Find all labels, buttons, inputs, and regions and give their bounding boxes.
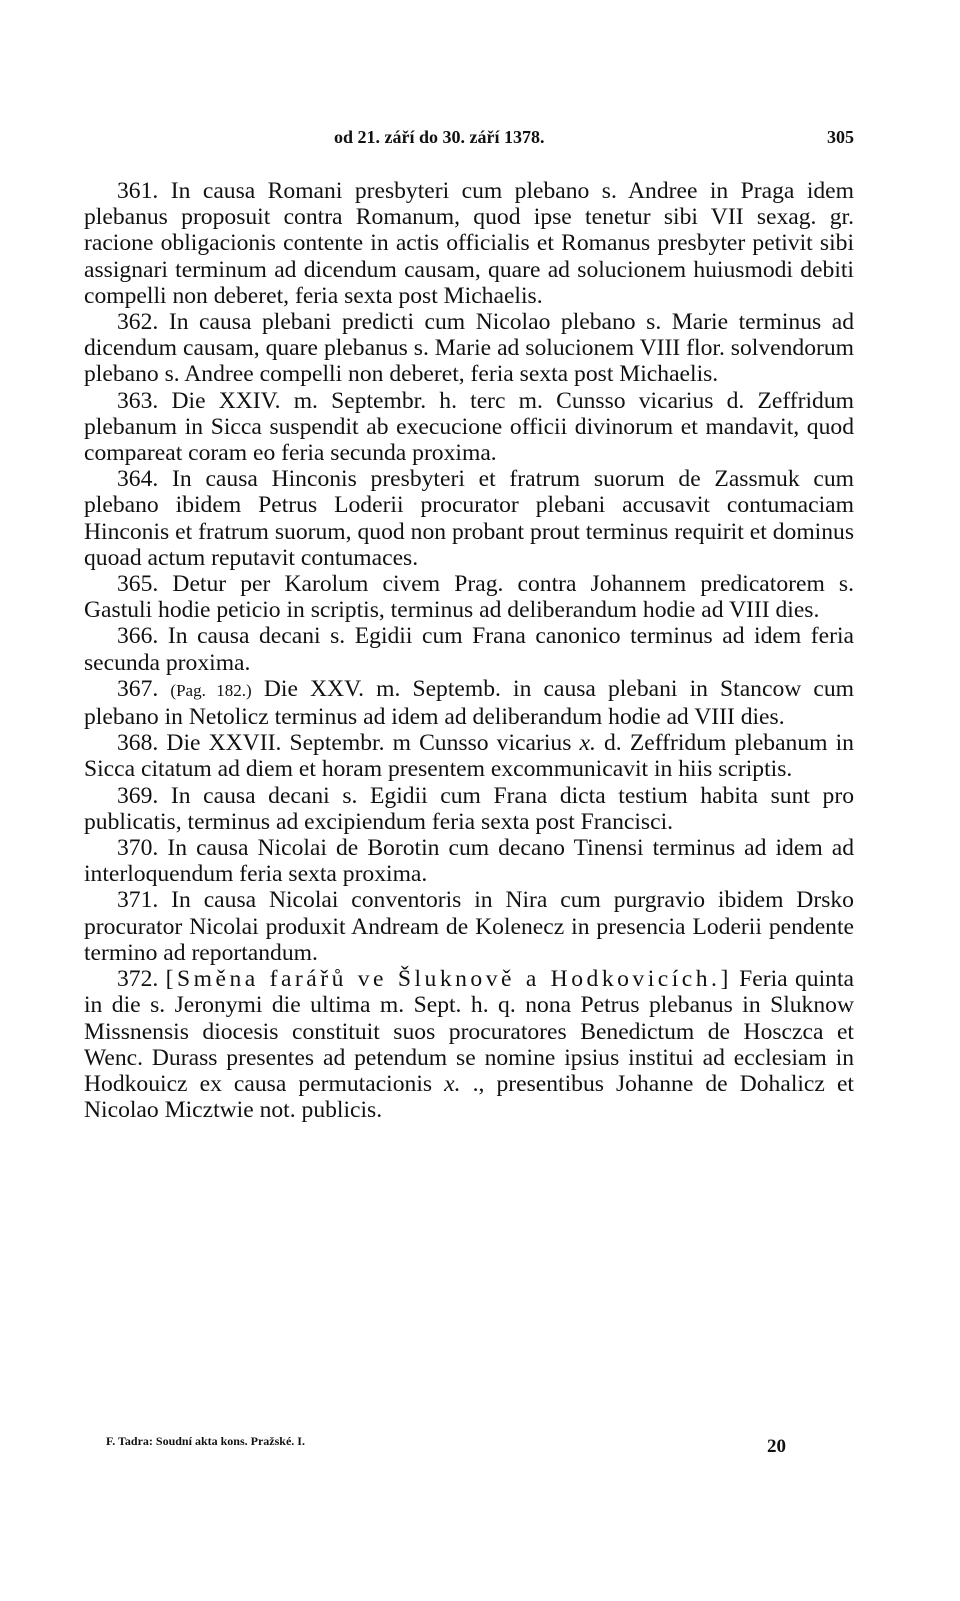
entry-365 bbox=[84, 571, 854, 623]
footer-note: F. Tadra: Soudní akta kons. Pražské. I. bbox=[106, 1434, 305, 1448]
entry-text: In causa plebani predicti cum Nicolao plebano s. Marie terminus ad dicendum causam, quare plebanus s. Marie ad solucionem VIII flor. solvendorum plebano s. Andree compelli non deberet, feria sexta post Michaelis. bbox=[84, 309, 854, 388]
entry-heading: [Směna farářů ve Šluknově a Hodkovicích.] bbox=[165, 966, 732, 993]
entry-364 bbox=[84, 466, 854, 571]
entry-number: 363. bbox=[117, 387, 159, 414]
entry-366 bbox=[84, 623, 854, 675]
entry-text: In causa Nicolai conventoris in Nira cum purgravio ibidem Drsko procurator Nicolai produxit Andream de Kolenecz in presencia Loderii pendente termino ad reportandum. bbox=[84, 887, 854, 966]
abbreviation-mark: x. bbox=[444, 1070, 461, 1097]
entry-text: In causa Romani presbyteri cum plebano s. Andree in Praga idem plebanus proposuit contra Romanum, quod ipse tenetur sibi VII sexag. gr. racione obligacionis contente in actis officialis et Romanus presbyter petivit sibi assignari terminum ad dicendum causam, quare ad solucionem huiusmodi debiti compelli non deberet, feria sexta post Michaelis. bbox=[84, 178, 854, 309]
entry-368 bbox=[84, 730, 854, 782]
entry-text: Die XXV. m. Septemb. in causa plebani in Stancow cum plebano in Netolicz terminus ad idem ad deliberandum hodie ad VIII dies. bbox=[84, 675, 855, 731]
entry-text: Feria quinta in die s. Jeronymi die ultima m. Sept. h. q. nona Petrus plebanus in Sluknow Missnensis diocesis constituit suos procuratores Benedictum de Hosczca et Wenc. Durass presentes ad petendum se nomine ipsius institui ad ecclesiam in Hodkouicz ex causa permutacionis bbox=[84, 966, 854, 1097]
entry-text: Detur per Karolum civem Prag. contra Johannem predicatorem s. Gastuli hodie peticio in scriptis, terminus ad deliberandum hodie ad VIII dies. bbox=[84, 571, 854, 624]
entry-number: 366. bbox=[117, 623, 159, 650]
entry-text: In causa Hinconis presbyteri et fratrum suorum de Zassmuk cum plebano ibidem Petrus Loderii procurator plebani accusavit contumaciam Hinconis et fratrum suorum, quod non probant prout terminus requirit et dominus quoad actum reputavit contumaces. bbox=[84, 466, 854, 571]
entry-text-continued: ., presentibus Johanne de Dohalicz et Nicolao Micztwie not. publicis. bbox=[84, 1070, 854, 1124]
entry-371 bbox=[84, 887, 854, 966]
entry-362 bbox=[84, 309, 854, 388]
running-head-title: od 21. září do 30. září 1378. bbox=[334, 127, 545, 147]
entry-number: 372. bbox=[117, 966, 159, 993]
entry-text-continued: d. Zeffridum plebanum in Sicca citatum ad diem et horam presentem excommunicavit in hiis scriptis. bbox=[84, 730, 854, 783]
entry-361 bbox=[84, 178, 854, 309]
entry-363 bbox=[84, 388, 854, 467]
entry-number: 368. bbox=[117, 730, 159, 757]
entry-text: In causa Nicolai de Borotin cum decano Tinensi terminus ad idem ad interloquendum feria sexta proxima. bbox=[84, 835, 854, 888]
entry-text: Die XXIV. m. Septembr. h. terc m. Cunsso vicarius d. Zeffridum plebanum in Sicca suspendit ab execucione officii divinorum et mandavit, quod compareat coram eo feria secunda proxima. bbox=[84, 387, 854, 467]
page-number: 305 bbox=[827, 127, 854, 147]
entry-text: In causa decani s. Egidii cum Frana dicta testium habita sunt pro publicatis, terminus ad excipiendum feria sexta post Francisci. bbox=[84, 782, 854, 835]
entry-number: 365. bbox=[117, 571, 159, 598]
entry-number: 361. bbox=[117, 178, 159, 204]
entry-number: 371. bbox=[117, 887, 159, 914]
entry-text: In causa decani s. Egidii cum Frana canonico terminus ad idem feria secunda proxima. bbox=[84, 623, 854, 676]
abbreviation-mark: x. bbox=[579, 730, 596, 757]
footer bbox=[106, 1434, 786, 1457]
entry-text: Die XXVII. Septembr. m Cunsso vicarius bbox=[166, 730, 572, 757]
entry-369 bbox=[84, 783, 854, 835]
entry-number: 364. bbox=[117, 466, 159, 493]
entry-367 bbox=[84, 676, 854, 730]
entry-370 bbox=[84, 835, 854, 887]
entry-number: 362. bbox=[117, 309, 159, 336]
body-text bbox=[84, 178, 854, 1123]
entry-number: 367. bbox=[117, 675, 159, 702]
entry-372 bbox=[84, 966, 854, 1123]
signature-mark: 20 bbox=[767, 1436, 786, 1457]
entry-number: 370. bbox=[117, 835, 159, 862]
page-reference: (Pag. 182.) bbox=[170, 680, 252, 700]
entry-number: 369. bbox=[117, 782, 159, 809]
